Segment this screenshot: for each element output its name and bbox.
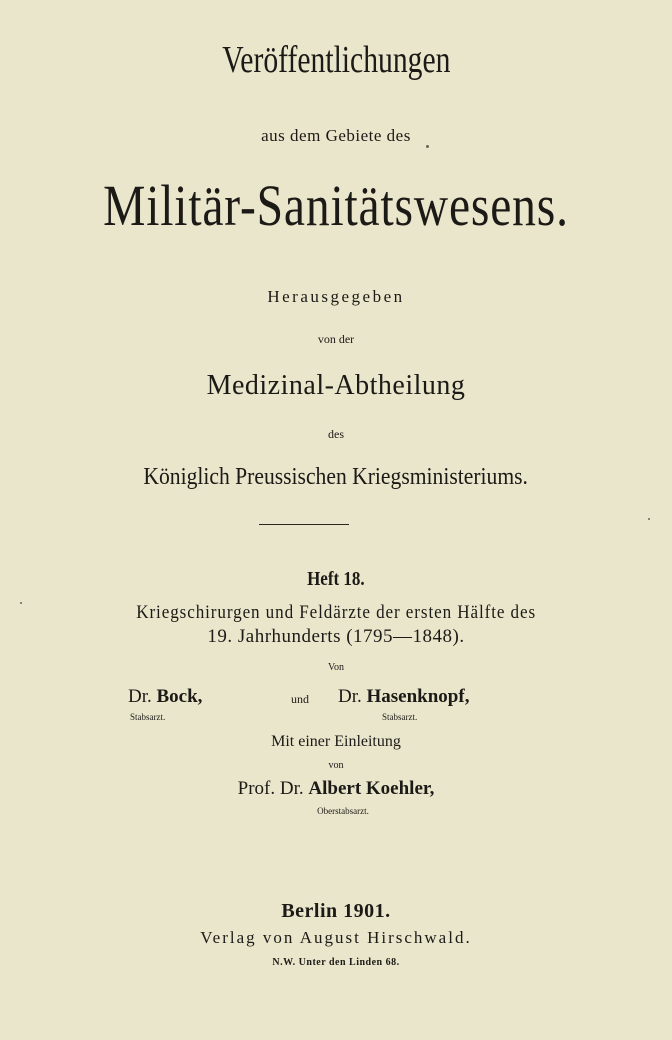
- author-bock-name: Bock,: [156, 686, 203, 707]
- divider-rule: [259, 524, 349, 525]
- author-bock: [128, 686, 202, 708]
- introduction-label: Mit einer Einleitung: [271, 733, 401, 750]
- publisher-name: Verlag von August Hirschwald.: [200, 928, 472, 947]
- paper-speck: [648, 518, 650, 520]
- von-der-label: von der: [317, 332, 355, 346]
- author-koehler-prefix: Prof. Dr.: [237, 778, 304, 799]
- issue-number: [0, 568, 672, 591]
- author-bock-rank: Stabsarzt.: [130, 712, 166, 722]
- author-hasenknopf-name: Hasenknopf,: [366, 686, 470, 707]
- ministry-name: [0, 464, 672, 491]
- work-title-line-1: [0, 602, 672, 624]
- author-bock-prefix: Dr.: [128, 686, 152, 707]
- paper-speck: [426, 145, 429, 148]
- author-hasenknopf-rank: Stabsarzt.: [382, 712, 418, 722]
- author-koehler-name: Albert Koehler,: [308, 778, 435, 799]
- series-title-text: Veröffentlichungen: [221, 39, 451, 81]
- issue-number-text: Heft 18.: [307, 568, 365, 590]
- by-label-lower: von: [328, 760, 344, 771]
- department-name: Medizinal-Abtheilung: [206, 370, 466, 401]
- publisher-address: N.W. Unter den Linden 68.: [272, 957, 400, 968]
- main-title-text: Militär-Sanitätswesens.: [103, 173, 569, 238]
- author-hasenknopf-prefix: Dr.: [338, 686, 362, 707]
- work-title-line-2: 19. Jahrhunderts (1795—1848).: [207, 626, 465, 647]
- ministry-name-text: Königlich Preussischen Kriegsministeriums.: [143, 464, 529, 490]
- und-label: und: [291, 692, 309, 706]
- author-hasenknopf: [338, 686, 469, 708]
- author-koehler: [0, 778, 672, 800]
- des-label: des: [328, 427, 344, 441]
- author-koehler-rank: Oberstabsarzt.: [317, 806, 369, 816]
- main-title: [0, 172, 672, 239]
- paper-speck: [20, 602, 22, 604]
- imprint-city-year: Berlin 1901.: [281, 900, 391, 922]
- series-title: [0, 38, 672, 82]
- series-subtitle: aus dem Gebiete des: [261, 126, 411, 145]
- editor-label: Herausgegeben: [267, 287, 405, 306]
- work-title-line-1-text: Kriegschirurgen und Feldärzte der ersten Hälfte des: [136, 602, 536, 623]
- by-label: Von: [328, 662, 344, 673]
